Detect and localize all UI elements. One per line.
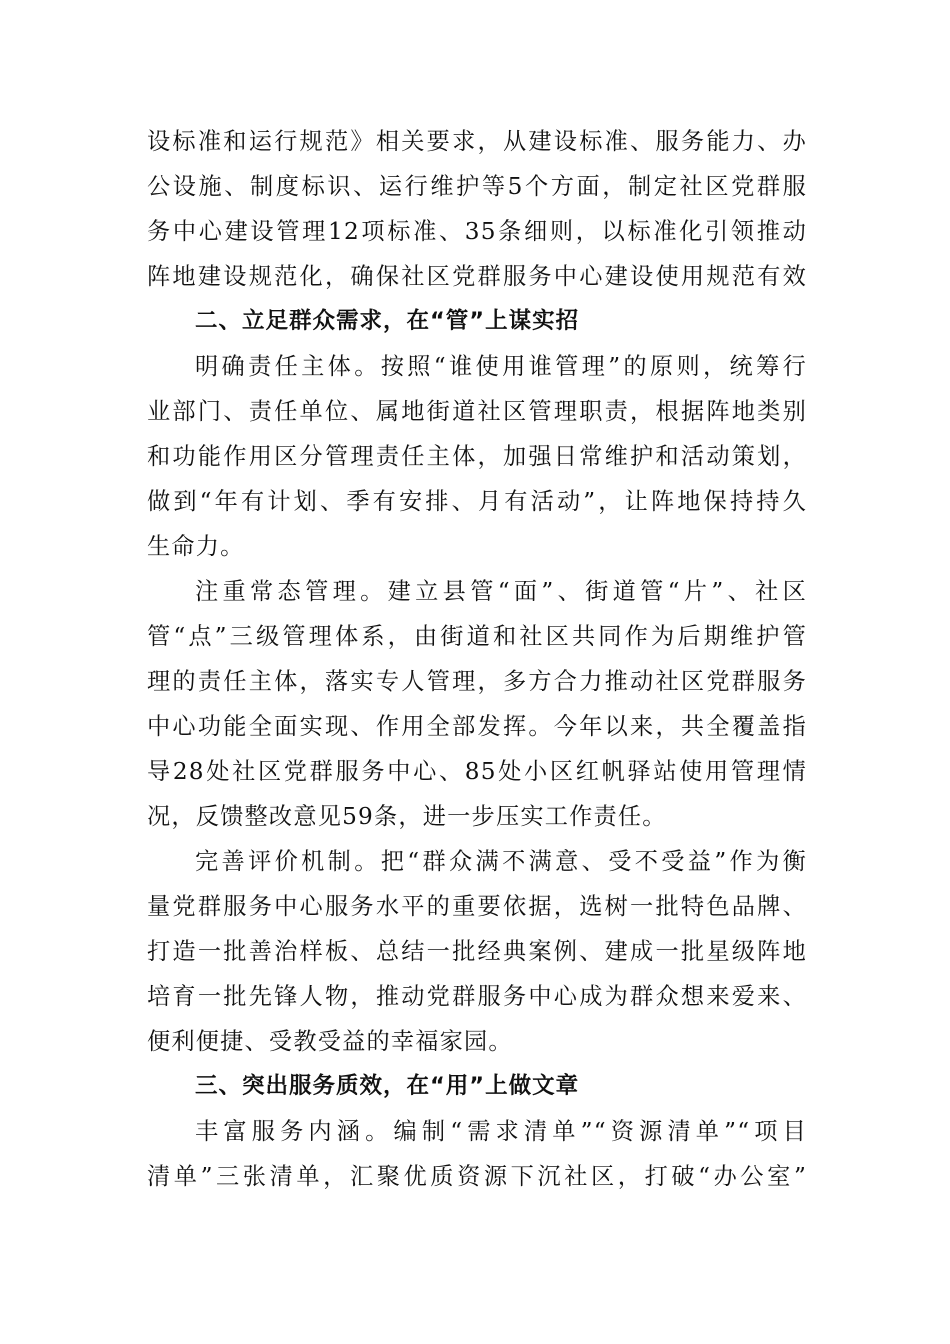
paragraph-first-line: 丰富服务内涵。编制“需求清单”“资源清单”“项目 [195, 1118, 807, 1145]
document-body [147, 119, 807, 1199]
body-line: 培育一批先锋人物，推动党群服务中心成为群众想来爱来、 [147, 983, 807, 1010]
section-heading-3: 三、突出服务质效，在“用”上做文章 [195, 1073, 580, 1099]
paragraph-first-line: 明确责任主体。按照“谁使用谁管理”的原则，统筹行 [195, 353, 807, 380]
paragraph-first-line: 完善评价机制。把“群众满不满意、受不受益”作为衡 [195, 848, 807, 875]
body-line: 导28处社区党群服务中心、85处小区红帆驿站使用管理情 [147, 758, 807, 785]
body-line: 阵地建设规范化，确保社区党群服务中心建设使用规范有效 [147, 263, 807, 290]
body-line: 清单”三张清单，汇聚优质资源下沉社区，打破“办公室” [147, 1163, 807, 1190]
paragraph-first-line: 注重常态管理。建立县管“面”、街道管“片”、社区 [195, 578, 807, 605]
body-line: 打造一批善治样板、总结一批经典案例、建成一批星级阵地 [147, 938, 807, 965]
body-line: 理的责任主体，落实专人管理，多方合力推动社区党群服务 [147, 668, 807, 695]
body-line: 量党群服务中心服务水平的重要依据，选树一批特色品牌、 [147, 893, 807, 920]
body-line: 设标准和运行规范》相关要求，从建设标准、服务能力、办 [147, 128, 807, 155]
body-line: 管“点”三级管理体系，由街道和社区共同作为后期维护管 [147, 623, 807, 650]
paragraph-last-line: 便利便捷、受教受益的幸福家园。 [147, 1028, 513, 1055]
paragraph-last-line: 生命力。 [147, 533, 245, 560]
body-line: 务中心建设管理12项标准、35条细则，以标准化引领推动 [147, 218, 807, 245]
body-line: 和功能作用区分管理责任主体，加强日常维护和活动策划， [147, 443, 807, 470]
section-heading-2: 二、立足群众需求，在“管”上谋实招 [195, 308, 580, 334]
paragraph-last-line: 况，反馈整改意见59条，进一步压实工作责任。 [147, 803, 667, 830]
body-line: 中心功能全面实现、作用全部发挥。今年以来，共全覆盖指 [147, 713, 807, 740]
body-line: 公设施、制度标识、运行维护等5个方面，制定社区党群服 [147, 173, 807, 200]
body-line: 业部门、责任单位、属地街道社区管理职责，根据阵地类别 [147, 398, 807, 425]
body-line: 做到“年有计划、季有安排、月有活动”，让阵地保持持久 [147, 488, 807, 515]
